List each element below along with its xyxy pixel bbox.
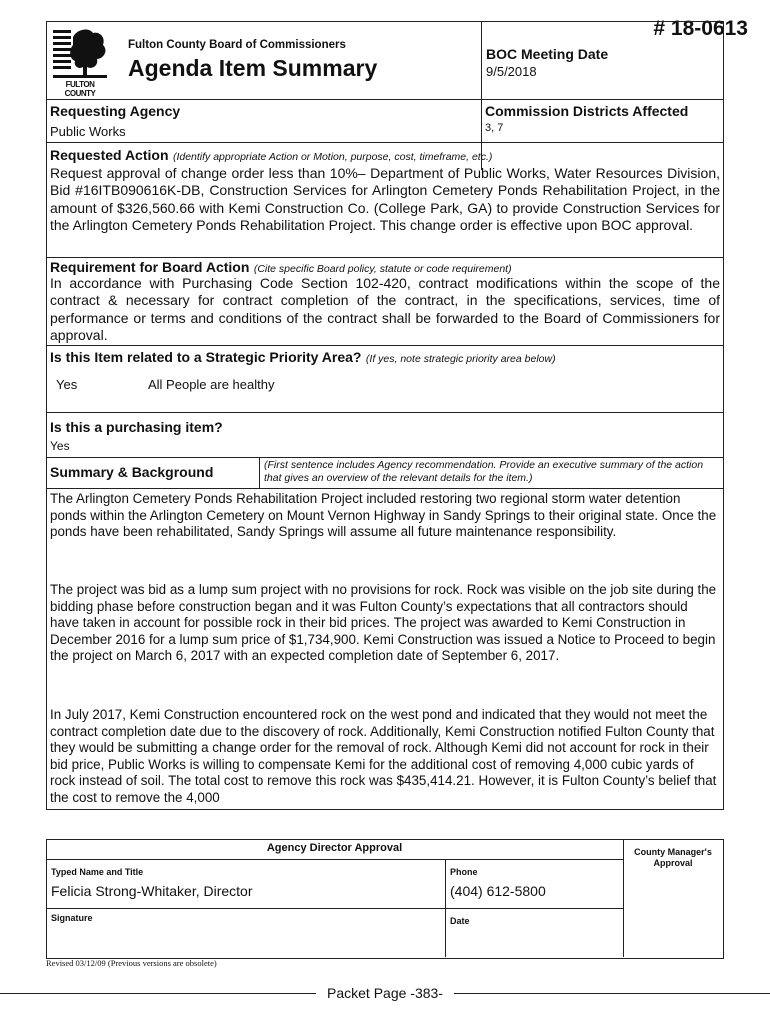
- approval-title: Agency Director Approval: [266, 842, 403, 854]
- strategic-area: All People are healthy: [148, 377, 275, 392]
- strategic-heading: [50, 349, 556, 367]
- summary-label: Summary & Background: [50, 464, 214, 480]
- county-logo: [51, 25, 109, 98]
- strategic-label: Is this Item related to a Strategic Priority Area?: [50, 349, 362, 365]
- requested-action-text: Request approval of change order less than 10%– Department of Public Works, Water Resources Division, Bid #16ITB090616K-DB, Construction Services for Arlington Cemetery Ponds Rehabilitation Project, in the amount of $326,560.66 with Kemi Construction Co. (College Park, GA) to provide Construction Services for the Arlington Cemetery Ponds Rehabilitation Project. This change order is effective upon BOC approval.: [50, 165, 720, 234]
- requested-action-heading: [50, 147, 492, 165]
- requirement-label: Requirement for Board Action: [50, 259, 250, 275]
- requesting-agency-label: Requesting Agency: [50, 103, 181, 119]
- approval-title-rule: [46, 859, 623, 860]
- meeting-date: 9/5/2018: [486, 64, 537, 79]
- typed-name-label: Typed Name and Title: [51, 867, 144, 877]
- meeting-date-label: BOC Meeting Date: [486, 46, 609, 62]
- board-name: Fulton County Board of Commissioners: [128, 39, 346, 51]
- packet-page: Packet Page -383-: [327, 985, 443, 1001]
- requirement-hint: (Cite specific Board policy, statute or code requirement): [253, 263, 512, 275]
- date-label: Date: [450, 916, 470, 926]
- approval-row-rule: [46, 908, 623, 909]
- summary-paragraph-1: The Arlington Cemetery Ponds Rehabilitation Project included restoring two regional storm water detention ponds within the Arlington Cemetery on Mount Vernon Highway in Sandy Springs to their original state. Once the ponds have been rehabilitated, Sandy Springs will assume all future maintenance responsibility.: [50, 491, 717, 539]
- requirement-text: In accordance with Purchasing Code Section 102-420, contract modifications within the scope of the contract & necessary for contract completion of the contract, in the specifications, services, time of performance or terms and conditions of the contract shall be forwarded to the Board of Commissioners for approval.: [50, 275, 720, 344]
- approval-phone-divider: [445, 859, 446, 957]
- summary-hint: (First sentence includes Agency recommendation. Provide an executive summary of the action that gives an overview of the relevant details for the item.): [264, 459, 704, 484]
- districts-value: 3, 7: [485, 122, 504, 134]
- requested-action-hint: (Identify appropriate Action or Motion, purpose, cost, timeframe, etc.): [172, 151, 493, 163]
- phone-value: (404) 612-5800: [450, 883, 546, 899]
- districts-label: Commission Districts Affected: [485, 103, 689, 119]
- summary-paragraph-3: In July 2017, Kemi Construction encountered rock on the west pond and indicated that they would not meet the contract completion date due to the discovery of rock. Additionally, Kemi Construction notified Fulton County that they would be submitting a change order for the removal of rock. Although Kemi did not account for rock in their bid price, Public Works is willing to compensate Kemi for the additional cost of removing 4,000 cubic yards of rock instead of soil. The total cost to remove this rock was $435,414.21. However, it is Fulton County’s belief that the cost to remove the 4,000: [50, 707, 717, 805]
- approval-col-divider: [623, 839, 624, 957]
- requested-action-label: Requested Action: [50, 147, 169, 163]
- purchasing-answer: Yes: [50, 439, 70, 453]
- phone-label: Phone: [450, 867, 478, 877]
- summary-paragraph-2: The project was bid as a lump sum project with no provisions for rock. Rock was visible on the job site during the bidding phase before construction began and it was Fulton County’s expectations that all contractors should have taken in account for possible rock in their bid prices. The project was awarded to Kemi Construction in December 2016 for a lump sum price of $1,734,900. Kemi Construction was issued a Notice to Proceed to begin the project on March 6, 2017 with an expected completion date of September 6, 2017.: [50, 582, 717, 663]
- revision-note: Revised 03/12/09 (Previous versions are obsolete): [46, 958, 217, 968]
- purchasing-label: Is this a purchasing item?: [50, 419, 223, 435]
- footer-rule-left: [0, 993, 316, 994]
- strategic-hint: (If yes, note strategic priority area below): [365, 353, 556, 365]
- strategic-answer: Yes: [56, 377, 78, 392]
- footer-rule-right: [454, 993, 770, 994]
- item-number: # 18-0613: [653, 17, 748, 40]
- signature-label: Signature: [51, 913, 93, 923]
- requesting-agency-value: Public Works: [50, 124, 126, 139]
- page-title: Agenda Item Summary: [128, 55, 378, 81]
- logo-text: FULTON COUNTY: [64, 80, 96, 98]
- typed-name-value: Felicia Strong-Whitaker, Director: [51, 883, 253, 899]
- summary-divider: [259, 457, 260, 488]
- county-manager-approval: County Manager's Approval: [634, 847, 712, 868]
